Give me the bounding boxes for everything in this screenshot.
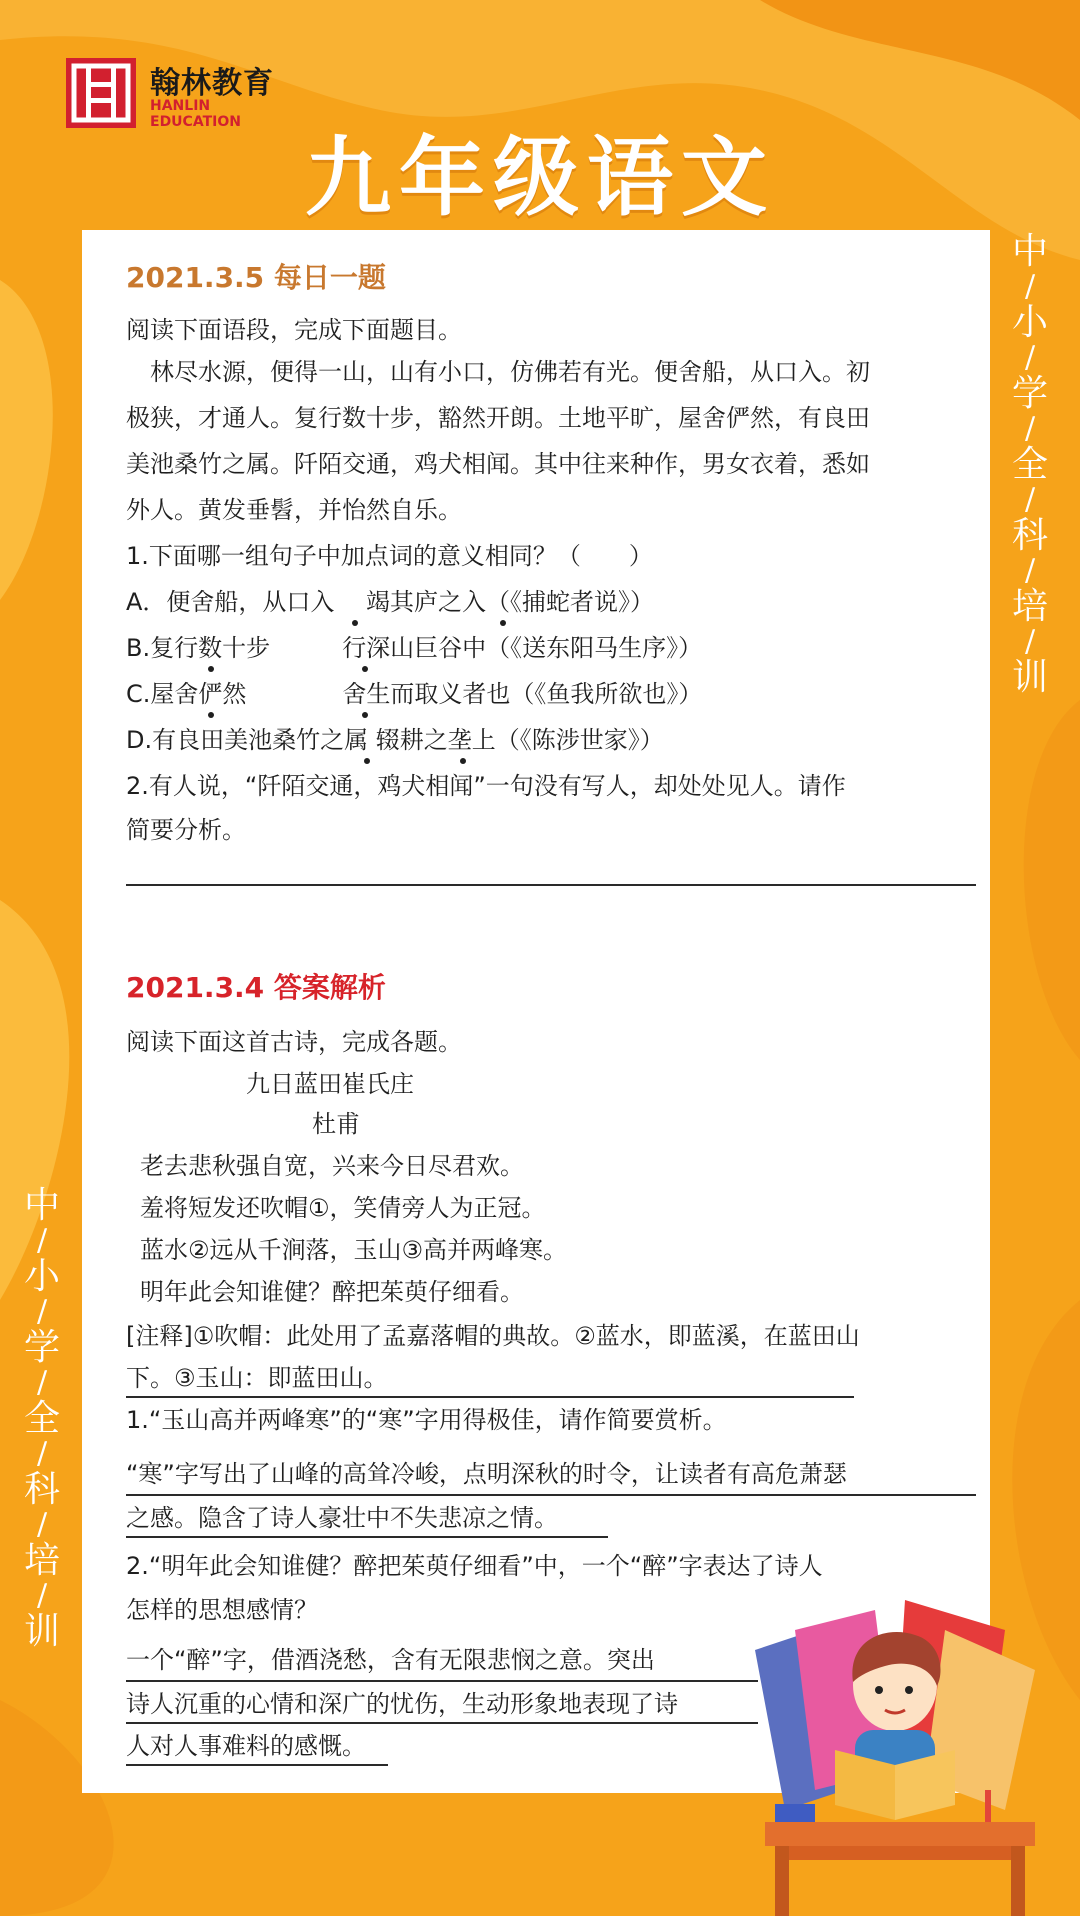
passage-line: 林尽水源，便得一山，山有小口，仿佛若有光。便舍船，从口入。初 — [126, 358, 870, 386]
answer-1-line: 之感。隐含了诗人豪壮中不失悲凉之情。 — [126, 1504, 558, 1532]
emphasis-dot — [362, 712, 368, 718]
side-char: 学 — [1011, 373, 1048, 414]
poem-title: 九日蓝田崔氏庄 — [246, 1070, 414, 1098]
side-separator: / — [36, 1507, 48, 1542]
answer-question-2: 2.“明年此会知谁健？醉把茱萸仔细看”中，一个“醉”字表达了诗人 — [126, 1552, 823, 1580]
side-char: 全 — [23, 1398, 60, 1439]
brand-name-en-line-2: EDUCATION — [150, 114, 241, 130]
option-d: D.有良田美池桑竹之属 辍耕之垄上（《陈涉世家》） — [126, 726, 664, 754]
side-char: 科 — [1011, 515, 1048, 556]
side-separator: / — [36, 1294, 48, 1329]
brand-logo — [66, 58, 296, 132]
poem-line: 蓝水②远从千涧落，玉山③高并两峰寒。 — [140, 1236, 568, 1264]
answer-line — [126, 884, 976, 886]
answer-underline — [126, 1396, 854, 1398]
side-separator: / — [1024, 553, 1036, 588]
side-separator: / — [36, 1578, 48, 1613]
side-banner-right — [1008, 232, 1052, 697]
side-char: 小 — [23, 1256, 60, 1297]
answer-intro: 阅读下面这首古诗，完成各题。 — [126, 1028, 462, 1056]
side-separator: / — [1024, 340, 1036, 375]
poem-notes: [注释]①吹帽：此处用了孟嘉落帽的典故。②蓝水，即蓝溪，在蓝田山 — [126, 1322, 860, 1350]
answer-underline — [126, 1680, 758, 1682]
side-separator: / — [36, 1436, 48, 1471]
poem-line: 羞将短发还吹帽①，笑倩旁人为正冠。 — [140, 1194, 546, 1222]
poem-notes: 下。③玉山：即蓝田山。 — [126, 1364, 388, 1392]
side-separator: / — [1024, 482, 1036, 517]
emphasis-dot — [208, 666, 214, 672]
content-card — [82, 230, 990, 1793]
answer-question-1: 1.“玉山高并两峰寒”的“寒”字用得极佳，请作简要赏析。 — [126, 1406, 727, 1434]
option-c: C.屋舍俨然 舍生而取义者也（《鱼我所欲也》） — [126, 680, 703, 708]
answer-1-line: “寒”字写出了山峰的高耸冷峻，点明深秋的时令，让读者有高危萧瑟 — [126, 1460, 847, 1488]
side-separator: / — [1024, 269, 1036, 304]
page-title: 九年级语文 — [305, 127, 775, 228]
question-header: 2021.3.5 每日一题 — [126, 261, 386, 294]
emphasis-dot — [352, 620, 358, 626]
passage-line: 外人。黄发垂髫，并怡然自乐。 — [126, 496, 462, 524]
question-1: 1.下面哪一组句子中加点词的意义相同？（ ） — [126, 542, 653, 570]
answer-underline — [126, 1722, 758, 1724]
question-intro: 阅读下面语段，完成下面题目。 — [126, 316, 462, 344]
side-char: 科 — [23, 1469, 60, 1510]
emphasis-dot — [208, 712, 214, 718]
answer-2-line: 一个“醉”字，借酒浇愁，含有无限悲悯之意。突出 — [126, 1646, 655, 1674]
answer-header: 2021.3.4 答案解析 — [126, 971, 386, 1004]
question-2: 2.有人说，“阡陌交通，鸡犬相闻”一句没有写人，却处处见人。请作 — [126, 772, 846, 800]
answer-underline — [126, 1536, 608, 1538]
emphasis-dot — [500, 620, 506, 626]
emphasis-dot — [364, 758, 370, 764]
side-char: 培 — [23, 1540, 60, 1581]
passage-line: 极狭，才通人。复行数十步，豁然开朗。土地平旷，屋舍俨然，有良田 — [126, 404, 870, 432]
side-char: 中 — [1011, 231, 1048, 272]
side-char: 学 — [23, 1327, 60, 1368]
side-separator: / — [36, 1365, 48, 1400]
question-2: 简要分析。 — [126, 816, 246, 844]
side-separator: / — [36, 1223, 48, 1258]
option-a: A．便舍船，从口入 竭其庐之入（《捕蛇者说》） — [126, 588, 655, 616]
side-separator: / — [1024, 624, 1036, 659]
passage-line: 美池桑竹之属。阡陌交通，鸡犬相闻。其中往来种作，男女衣着，悉如 — [126, 450, 870, 478]
side-char: 中 — [23, 1185, 60, 1226]
student-reading-illustration — [755, 1590, 1045, 1916]
side-char: 小 — [1011, 302, 1048, 343]
answer-2-line: 人对人事难料的感慨。 — [126, 1732, 366, 1760]
side-char: 训 — [23, 1611, 60, 1652]
side-separator: / — [1024, 411, 1036, 446]
answer-underline — [126, 1494, 976, 1496]
side-banner-left — [20, 1186, 64, 1651]
emphasis-dot — [460, 758, 466, 764]
side-char: 全 — [1011, 444, 1048, 485]
side-char: 训 — [1011, 657, 1048, 698]
brand-name-cn: 翰林教育 — [150, 66, 274, 101]
poem-line: 老去悲秋强自宽，兴来今日尽君欢。 — [140, 1152, 524, 1180]
answer-question-2: 怎样的思想感情？ — [126, 1596, 318, 1624]
answer-underline — [126, 1764, 388, 1766]
hanlin-logo-icon — [66, 58, 136, 128]
poem-author: 杜甫 — [312, 1110, 360, 1138]
brand-name-en-line-1: HANLIN — [150, 98, 211, 114]
side-char: 培 — [1011, 586, 1048, 627]
brand-name-en — [150, 98, 241, 130]
option-b: B.复行数十步 行深山巨谷中（《送东阳马生序》） — [126, 634, 703, 662]
poem-line: 明年此会知谁健？醉把茱萸仔细看。 — [140, 1278, 524, 1306]
answer-2-line: 诗人沉重的心情和深广的忧伤，生动形象地表现了诗 — [126, 1690, 678, 1718]
emphasis-dot — [362, 666, 368, 672]
